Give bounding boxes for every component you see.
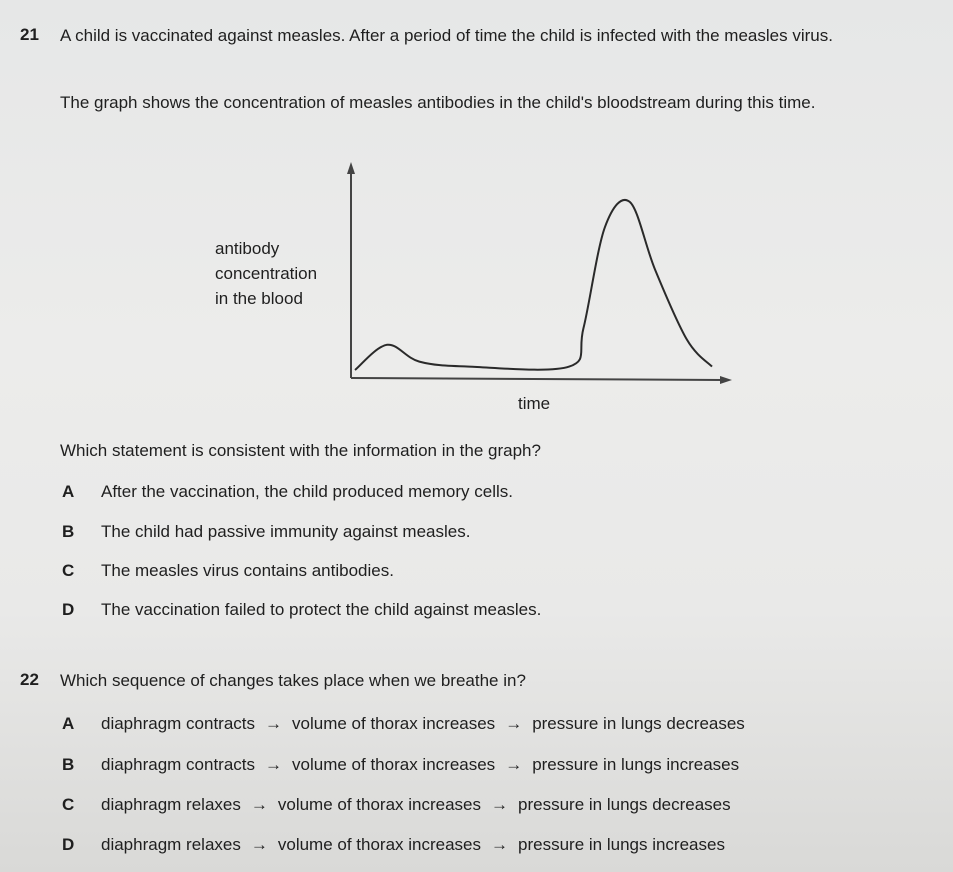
arrow-icon: → — [491, 795, 509, 814]
x-axis — [351, 378, 722, 380]
step-2: volume of thorax increases — [277, 835, 482, 854]
option-letter: A — [62, 714, 75, 733]
step-2: volume of thorax increases — [292, 714, 496, 733]
option-letter: D — [62, 600, 75, 619]
option-letter: C — [62, 795, 75, 814]
option-text — [101, 755, 739, 775]
step-1: diaphragm contracts — [101, 714, 256, 733]
arrow-icon: → — [265, 755, 283, 774]
option-text — [101, 714, 745, 734]
x-axis-label: time — [518, 394, 551, 413]
step-3: pressure in lungs increases — [532, 755, 740, 774]
step-1: diaphragm relaxes — [101, 795, 241, 814]
step-3: pressure in lungs decreases — [532, 714, 745, 733]
arrow-icon: → — [505, 755, 523, 774]
y-axis-label — [215, 239, 317, 308]
y-axis-label-line: in the blood — [215, 289, 303, 308]
arrow-icon: → — [250, 835, 268, 854]
question-21-intro: A child is vaccinated against measles. After a period of time the child is infected with the measles virus. — [60, 26, 833, 45]
step-3: pressure in lungs decreases — [518, 795, 731, 814]
option-letter: C — [62, 561, 75, 580]
y-axis-arrowhead — [347, 162, 355, 174]
antibody-curve — [355, 200, 712, 370]
question-22-stem: Which sequence of changes takes place when we breathe in? — [60, 671, 526, 690]
option-letter: D — [62, 835, 75, 854]
arrow-icon: → — [491, 835, 509, 854]
arrow-icon: → — [265, 714, 283, 733]
step-1: diaphragm contracts — [101, 755, 256, 774]
question-22-number: 22 — [20, 670, 39, 689]
arrow-icon: → — [250, 795, 268, 814]
question-21-number: 21 — [20, 25, 39, 44]
step-2: volume of thorax increases — [292, 755, 496, 774]
y-axis-label-line: concentration — [215, 264, 318, 283]
question-21-stem: Which statement is consistent with the information in the graph? — [60, 441, 541, 460]
question-21-graph-intro: The graph shows the concentration of measles antibodies in the child's bloodstream during this time. — [60, 93, 816, 112]
option-text: After the vaccination, the child produced memory cells. — [101, 482, 513, 501]
x-axis-arrowhead — [720, 376, 732, 384]
option-text: The child had passive immunity against measles. — [101, 522, 471, 541]
option-text — [101, 835, 725, 855]
step-3: pressure in lungs increases — [518, 835, 725, 854]
option-letter: A — [62, 482, 75, 501]
option-text: The vaccination failed to protect the child against measles. — [101, 600, 542, 619]
option-text — [101, 795, 731, 815]
arrow-icon: → — [505, 714, 523, 733]
step-2: volume of thorax increases — [277, 795, 482, 814]
option-letter: B — [62, 522, 75, 541]
y-axis-label-line: antibody — [215, 239, 280, 258]
option-letter: B — [62, 755, 75, 774]
option-text: The measles virus contains antibodies. — [101, 561, 394, 580]
step-1: diaphragm relaxes — [101, 835, 241, 854]
